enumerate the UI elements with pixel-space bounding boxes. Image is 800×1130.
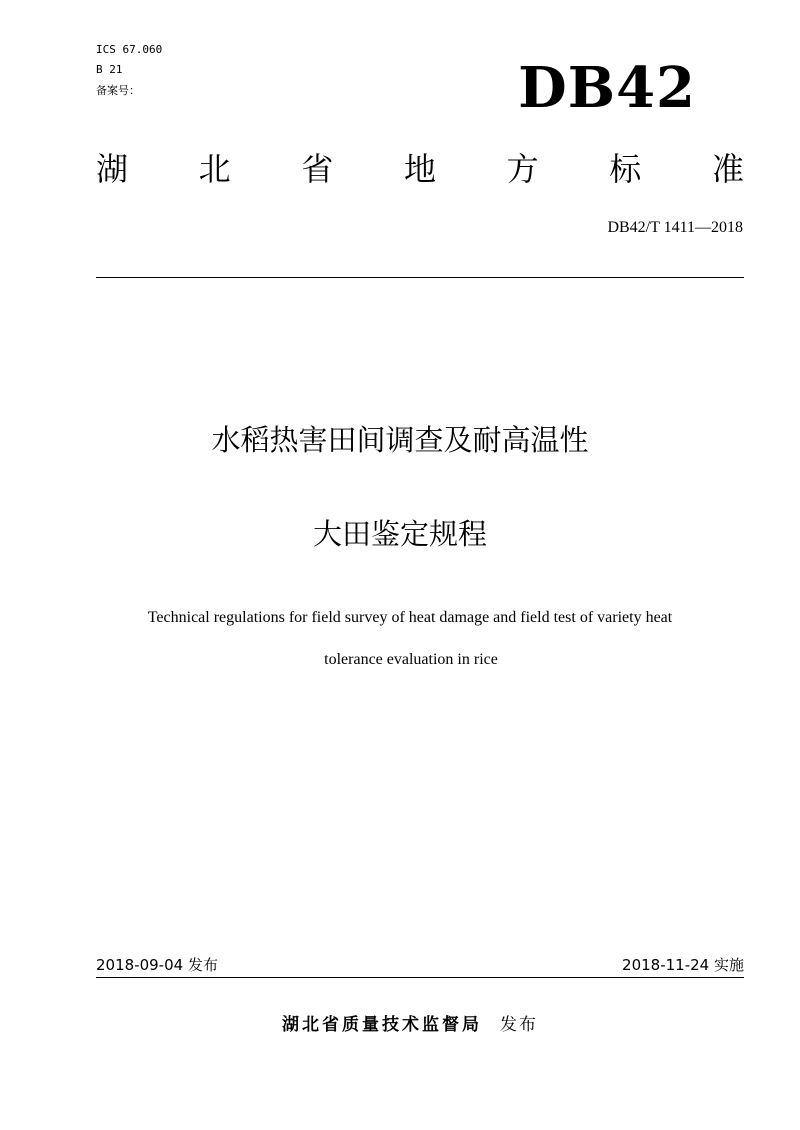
standard-code-logo: DB42 xyxy=(518,55,696,121)
standard-type-char: 北 xyxy=(198,150,231,188)
publisher-org: 湖北省质量技术监督局 xyxy=(282,1015,482,1035)
title-en-line-1: Technical regulations for field survey of heat damage and field test of variety heat xyxy=(147,609,673,626)
title-zh-line-1: 水稻热害田间调查及耐高温性 xyxy=(211,423,589,457)
standard-type-char: 方 xyxy=(506,150,539,188)
title-zh-line-2: 大田鉴定规程 xyxy=(312,517,487,551)
record-number-label: 备案号： xyxy=(96,84,140,97)
standard-type-char: 地 xyxy=(403,150,436,188)
publisher-line xyxy=(0,1013,800,1037)
top-divider xyxy=(96,277,744,278)
standard-type-heading xyxy=(96,145,744,193)
standard-type-char: 准 xyxy=(711,150,744,188)
standard-type-char: 省 xyxy=(301,150,334,188)
issue-date: 2018-09-04 发布 xyxy=(96,956,218,974)
standard-type-char: 标 xyxy=(609,150,642,188)
ccs-code: B 21 xyxy=(96,63,123,76)
ics-code: ICS 67.060 xyxy=(96,43,163,56)
implementation-date: 2018-11-24 实施 xyxy=(622,956,744,974)
publisher-suffix: 发布 xyxy=(500,1015,538,1035)
standard-type-char: 湖 xyxy=(96,150,129,188)
title-en-line-2: tolerance evaluation in rice xyxy=(324,651,498,668)
bottom-divider xyxy=(96,977,744,978)
standard-number: DB42/T 1411—2018 xyxy=(607,219,743,236)
